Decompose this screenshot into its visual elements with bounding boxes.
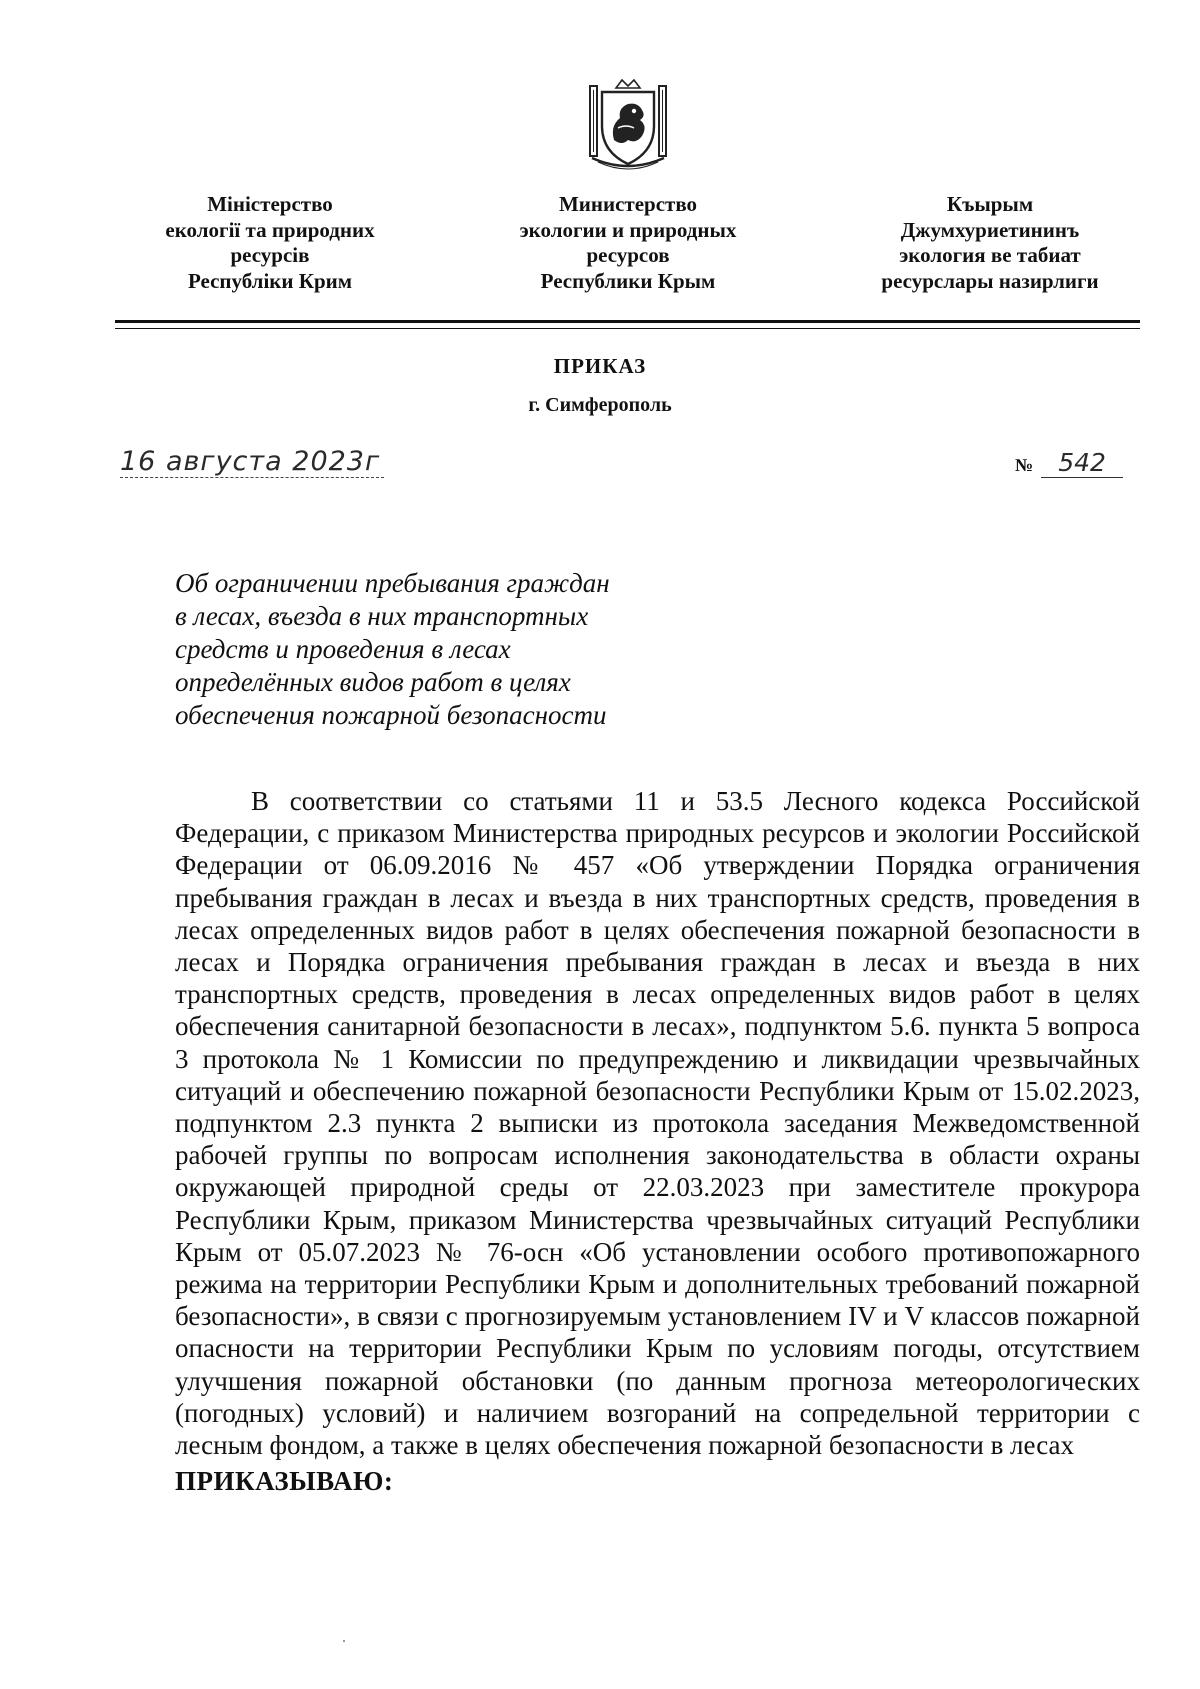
document-subject <box>175 567 695 732</box>
scan-speck <box>343 1640 345 1642</box>
ministry-name-russian <box>478 192 778 294</box>
header-line: Республіки Крим <box>187 268 353 293</box>
handwritten-date: 16 августа 2023г <box>120 446 384 478</box>
document-number <box>1015 448 1123 478</box>
header-line: ресурсов <box>586 243 670 267</box>
header-line: Республики Крым <box>540 268 716 293</box>
subject-line: Об ограничении пребывания граждан <box>175 568 610 598</box>
ministry-name-crimean-tatar <box>840 192 1140 294</box>
header-line: ресурслары назирлиги <box>881 268 1099 293</box>
subject-line: определённых видов работ в целях <box>175 667 571 697</box>
number-sign: № <box>1015 455 1034 475</box>
header-line: Къырым <box>946 192 1034 216</box>
subject-line: средств и проведения в лесах <box>175 634 511 664</box>
header-line: Джумхуриетининъ <box>900 217 1080 242</box>
crimea-coat-of-arms-icon <box>588 78 668 172</box>
document-type-title: ПРИКАЗ <box>553 354 647 378</box>
document-city: г. Симферополь <box>528 394 672 416</box>
header-divider-thick <box>115 320 1140 323</box>
header-line: ресурсів <box>230 243 310 267</box>
header-line: экологии и природных <box>519 217 737 242</box>
header-line: екології та природних <box>165 217 375 242</box>
header-line: экология ве табиат <box>899 243 1081 267</box>
subject-line: обеспечения пожарной безопасности <box>175 700 607 730</box>
header-divider-thin <box>115 328 1140 329</box>
subject-line: в лесах, въезда в них транспортных <box>175 601 589 631</box>
header-line: Міністерство <box>207 192 333 216</box>
ministry-name-ukrainian <box>120 192 420 294</box>
order-heading: ПРИКАЗЫВАЮ: <box>175 1466 394 1496</box>
preamble-paragraph: В соответствии со статьями 11 и 53.5 Лесного кодекса Российской Федерации, с приказом Министерства природных ресурсов и экологии Российской Федерации от 06.09.2016 № 457 «Об утверждении Порядка ограничения пребывания граждан в лесах и въезда в них транспортных средств, проведения в лесах определенных видов работ в целях обеспечения пожарной безопасности в лесах и Порядка ограничения пребывания граждан в лесах и въезда в них транспортных средств, проведения в лесах определенных видов работ в целях обеспечения санитарной безопасности в лесах», подпунктом 5.6. пункта 5 вопроса 3 протокола № 1 Комиссии по предупреждению и ликвидации чрезвычайных ситуаций и обеспечению пожарной безопасности Республики Крым от 15.02.2023, подпунктом 2.3 пункта 2 выписки из протокола заседания Межведомственной рабочей группы по вопросам исполнения законодательства в области охраны окружающей природной среды от 22.03.2023 при заместителе прокурора Республики Крым, приказом Министерства чрезвычайных ситуаций Республики Крым от 05.07.2023 № 76-осн «Об установлении особого противопожарного режима на территории Республики Крым и дополнительных требований пожарной безопасности», в связи с прогнозируемым установлением IV и V классов пожарной опасности на территории Республики Крым по условиям погоды, отсутствием улучшения пожарной обстановки (по данным прогноза метеорологических (погодных) условий) и наличием возгораний на сопредельной территории с лесным фондом, а также в целях обеспечения пожарной безопасности в лесах <box>175 786 1140 1461</box>
handwritten-number: 542 <box>1041 448 1123 478</box>
header-line: Министерство <box>558 192 698 216</box>
